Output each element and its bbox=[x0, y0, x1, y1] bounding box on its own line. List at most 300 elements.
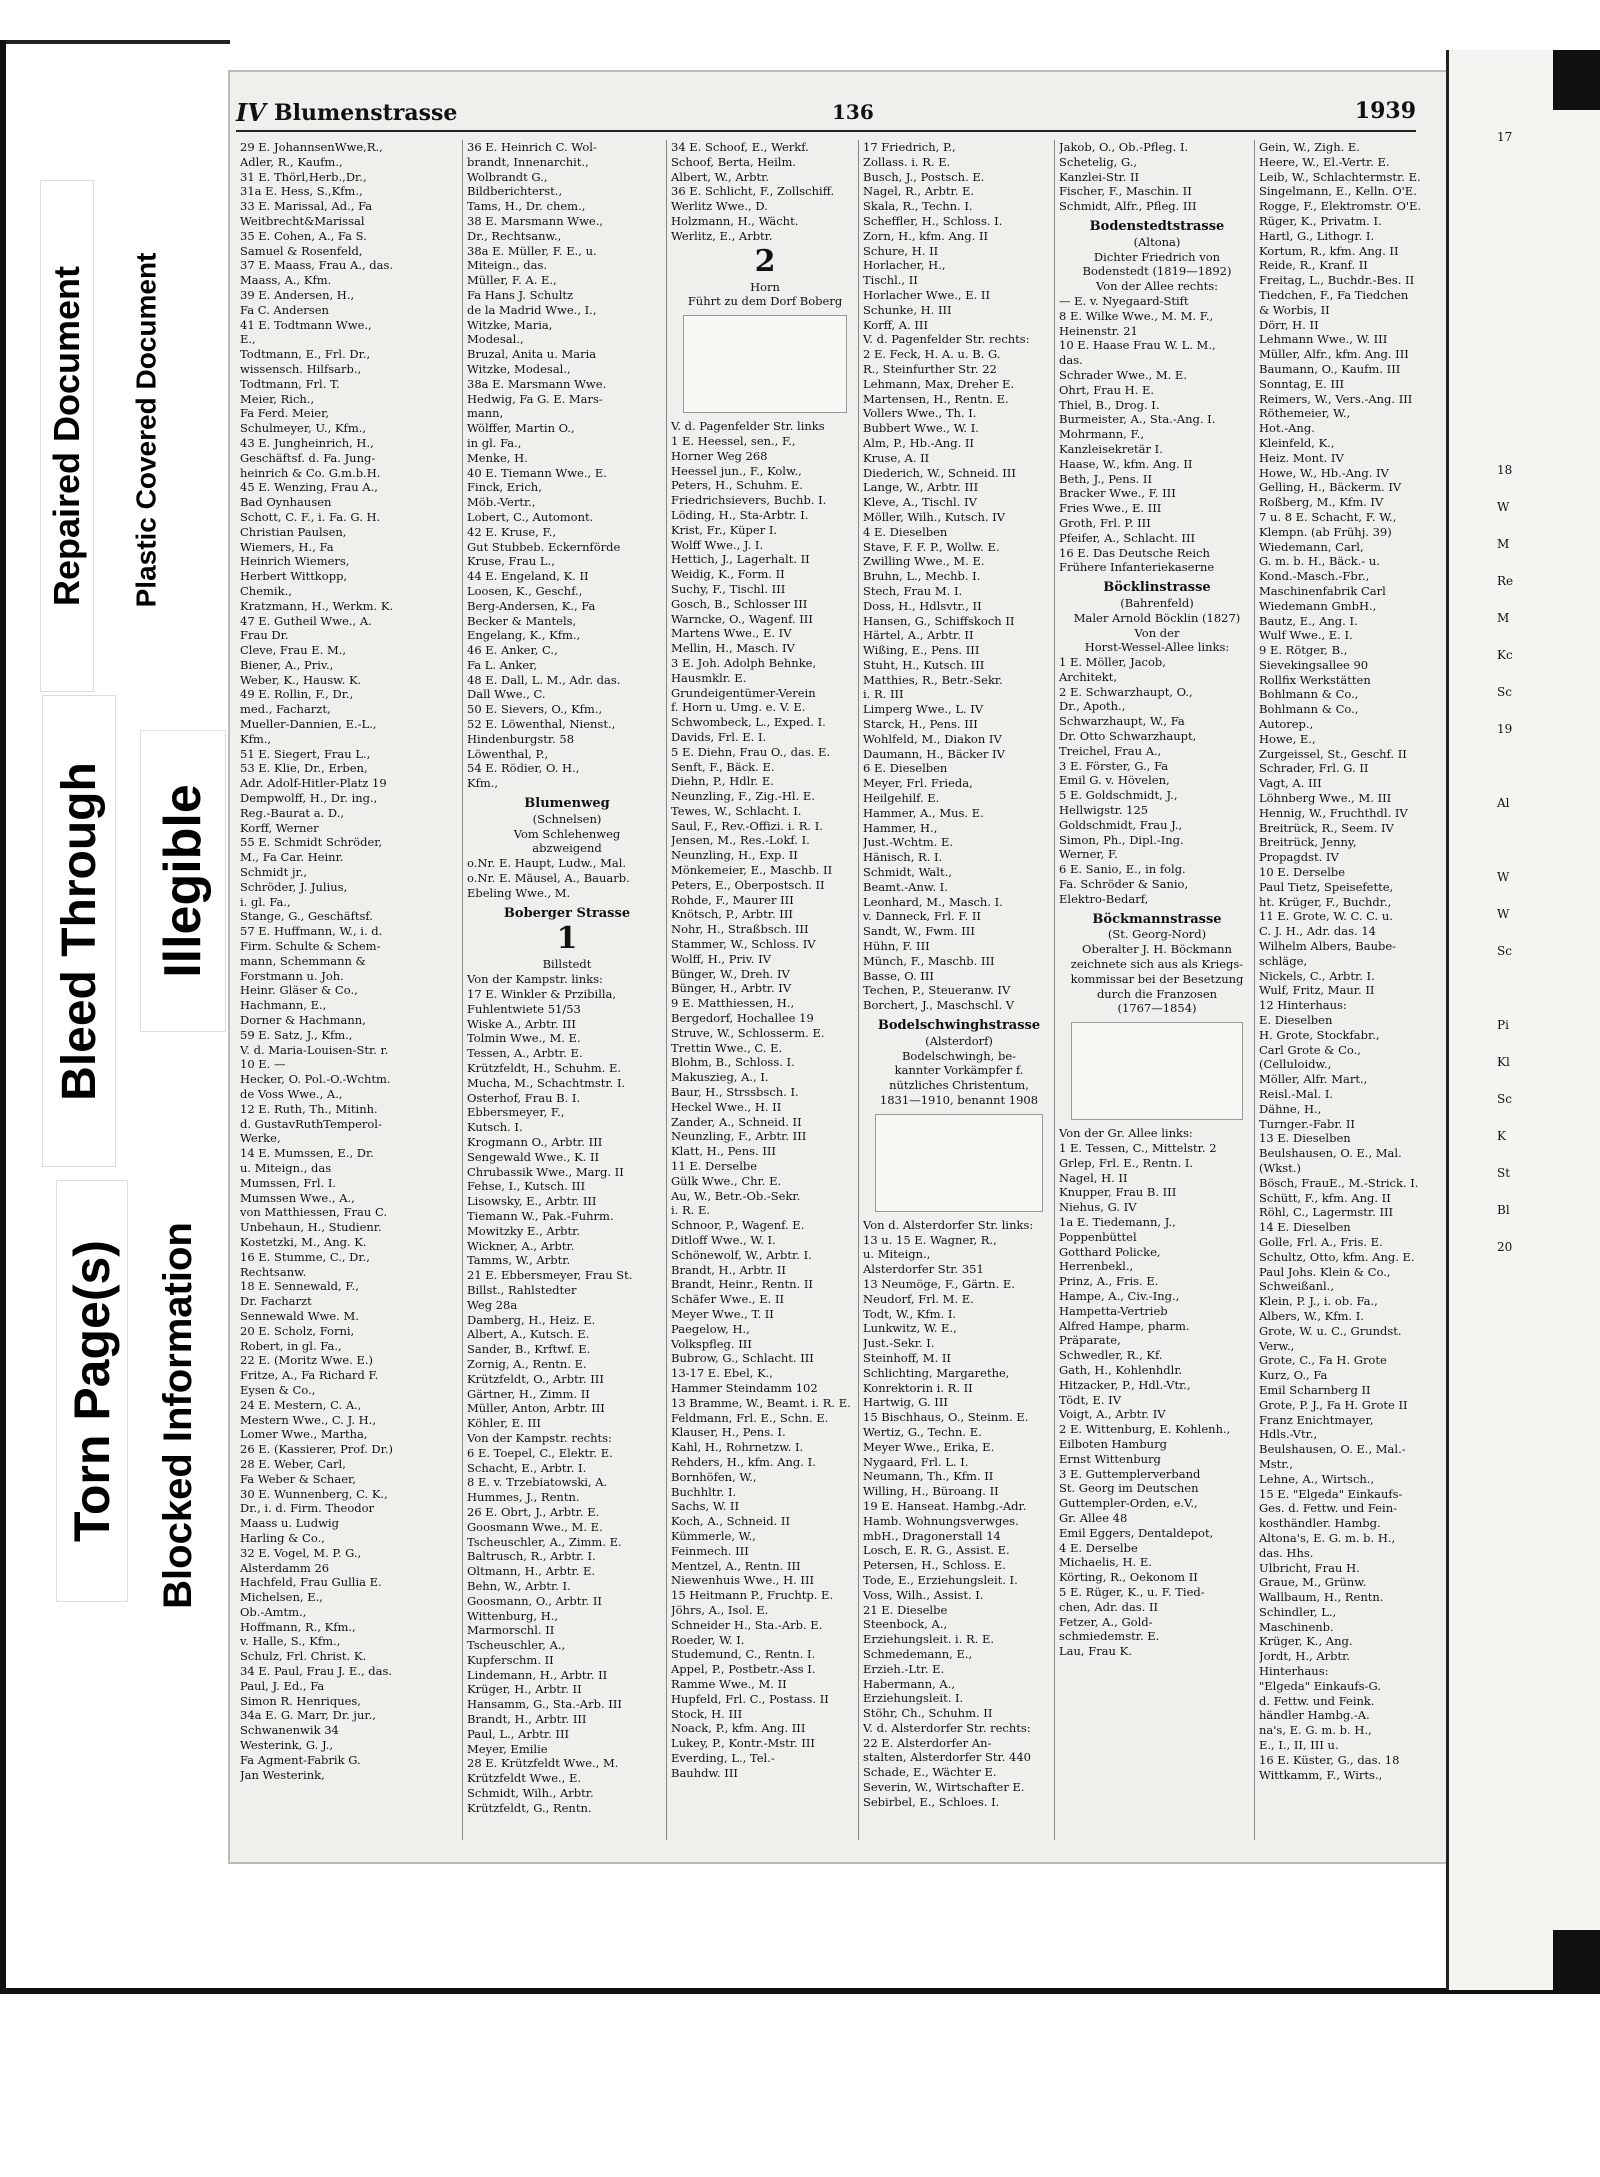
directory-entry: Niewenhuis Wwe., H. III bbox=[671, 1573, 815, 1588]
directory-entry: C. J. H., Adr. das. 14 bbox=[1259, 924, 1376, 939]
directory-entry: 5 E. Rüger, K., u. F. Tied- bbox=[1059, 1584, 1205, 1599]
directory-entry: Löwenthal, P., bbox=[467, 746, 549, 761]
directory-entry: Hoffmann, R., Kfm., bbox=[240, 1619, 356, 1634]
directory-entry: Meyer Wwe., T. II bbox=[671, 1306, 774, 1321]
directory-entry: 10 E. — bbox=[240, 1057, 286, 1072]
directory-entry: Ramme Wwe., M. II bbox=[671, 1676, 787, 1691]
adjacent-page-fragment: W bbox=[1497, 870, 1510, 884]
directory-entry: Wiedemann GmbH., bbox=[1259, 598, 1377, 613]
directory-entry: Möller, Wilh., Kutsch. IV bbox=[863, 509, 1006, 524]
directory-entry: Horlacher, H., bbox=[863, 258, 946, 273]
directory-entry: 20 E. Scholz, Forni, bbox=[240, 1323, 355, 1338]
directory-entry: Brandt, H., Arbtr. III bbox=[467, 1712, 587, 1727]
directory-entry: Hampetta-Vertrieb bbox=[1059, 1303, 1168, 1318]
directory-entry: Werke, bbox=[240, 1131, 281, 1146]
directory-entry: Jordt, H., Arbtr. bbox=[1259, 1649, 1350, 1664]
directory-entry: Heinrich Wiemers, bbox=[240, 554, 350, 569]
street-note: Maler Arnold Böcklin (1827) bbox=[1073, 610, 1241, 625]
directory-entry: Zurgeissel, St., Geschf. II bbox=[1259, 746, 1407, 761]
directory-entry: Hansen, G., Schiffskoch II bbox=[863, 613, 1015, 628]
directory-entry: Wiemers, H., Fa bbox=[240, 539, 334, 554]
directory-entry: Adr. Adolf-Hitler-Platz 19 bbox=[240, 776, 387, 791]
directory-entry: 15 Heitmann P., Fruchtp. E. bbox=[671, 1588, 834, 1603]
directory-entry: Jakob, O., Ob.-Pfleg. I. bbox=[1059, 140, 1189, 154]
directory-entry: Witzke, Maria, bbox=[467, 317, 553, 332]
directory-entry: Werlitz Wwe., D. bbox=[671, 199, 768, 214]
directory-entry: Krüger, H., Arbtr. II bbox=[467, 1682, 582, 1697]
directory-entry: Bruzal, Anita u. Maria bbox=[467, 347, 597, 362]
directory-entry: Tamms, W., Arbtr. bbox=[467, 1253, 571, 1268]
directory-entry: Feinmech. III bbox=[671, 1543, 749, 1558]
directory-entry: Grlep, Frl. E., Rentn. I. bbox=[1059, 1155, 1194, 1170]
directory-entry: 13 Bramme, W., Beamt. i. R. E. bbox=[671, 1395, 851, 1410]
directory-entry: Von d. Alsterdorfer Str. links: bbox=[863, 1217, 1034, 1232]
directory-entry: Maschinenfabrik Carl bbox=[1259, 583, 1386, 598]
directory-entry: Brandt, Heinr., Rentn. II bbox=[671, 1277, 813, 1292]
directory-entry: Wölffer, Martin O., bbox=[467, 421, 575, 436]
adjacent-page-fragment: W bbox=[1497, 907, 1510, 921]
directory-entry: Noack, P., kfm. Ang. III bbox=[671, 1721, 806, 1736]
directory-entry: Roeder, W. I. bbox=[671, 1632, 745, 1647]
directory-entry: Brandt, H., Arbtr. II bbox=[671, 1262, 786, 1277]
directory-entry: f. Horn u. Umg. e. V. E. bbox=[671, 700, 806, 715]
directory-entry: Tewes, W., Schlacht. I. bbox=[671, 803, 802, 818]
directory-entry: Stock, H. III bbox=[671, 1706, 743, 1721]
directory-entry: Nagel, H. II bbox=[1059, 1170, 1128, 1185]
directory-entry: de Voss Wwe., A., bbox=[240, 1087, 343, 1101]
directory-entry: Herbert Wittkopp, bbox=[240, 569, 348, 584]
directory-entry: Dähne, H., bbox=[1259, 1101, 1322, 1116]
directory-entry: Severin, W., Wirtschafter E. bbox=[863, 1780, 1025, 1795]
directory-entry: Erzieh.-Ltr. E. bbox=[863, 1661, 945, 1676]
directory-entry: 15 E. "Elgeda" Einkaufs- bbox=[1259, 1486, 1403, 1501]
street-note: (Bahrenfeld) bbox=[1120, 595, 1194, 610]
directory-entry: Wilhelm Albers, Baube- bbox=[1259, 939, 1397, 954]
adjacent-page-fragment: St bbox=[1497, 1166, 1511, 1180]
directory-entry: Bad Oynhausen bbox=[240, 495, 332, 510]
directory-entry: stalten, Alsterdorfer Str. 440 bbox=[863, 1750, 1032, 1765]
directory-entry: Friedrichsievers, Buchb. I. bbox=[671, 493, 827, 508]
directory-entry: 45 E. Wenzing, Frau A., bbox=[240, 480, 378, 495]
street-note: (Alsterdorf) bbox=[925, 1033, 993, 1048]
directory-entry: Freitag, L., Buchdr.-Bes. II bbox=[1259, 273, 1415, 288]
dark-corner-bottom bbox=[1553, 1930, 1600, 1990]
directory-entry: Frau Dr. bbox=[240, 628, 289, 643]
directory-entry: 16 E. Stumme, C., Dr., bbox=[240, 1249, 370, 1264]
directory-entry: Schultz, Otto, kfm. Ang. E. bbox=[1259, 1249, 1415, 1264]
directory-entry: 2 E. Wittenburg, E. Kohlenh., bbox=[1059, 1422, 1231, 1437]
directory-entry: 5 E. Diehn, Frau O., das. E. bbox=[671, 744, 831, 759]
directory-entry: Heckel Wwe., H. II bbox=[671, 1099, 782, 1114]
directory-entry: Bohlmann & Co., bbox=[1259, 687, 1359, 702]
directory-entry: Becker & Mantels, bbox=[467, 613, 577, 628]
directory-entry: Bösch, FrauE., M.-Strick. I. bbox=[1259, 1175, 1419, 1190]
directory-entry: M., Fa Car. Heinr. bbox=[240, 850, 344, 865]
directory-entry: Krogmann O., Arbtr. III bbox=[467, 1135, 603, 1149]
directory-entry: na's, E. G. m. b. H., bbox=[1259, 1723, 1372, 1738]
directory-entry: Breitrück, Jenny, bbox=[1259, 835, 1357, 850]
directory-entry: Knupper, Frau B. III bbox=[1059, 1185, 1177, 1200]
directory-entry: Hänisch, R. I. bbox=[863, 850, 943, 865]
directory-entry: Kanzlei-Str. II bbox=[1059, 169, 1140, 184]
directory-entry: Groth, Frl. P. III bbox=[1059, 515, 1151, 530]
directory-entry: Bautz, E., Ang. I. bbox=[1259, 613, 1358, 628]
directory-entry: Koch, A., Schneid. II bbox=[671, 1514, 791, 1529]
directory-entry: Reisl.-Mal. I. bbox=[1259, 1087, 1334, 1101]
directory-entry: Reimers, W., Vers.-Ang. III bbox=[1259, 391, 1413, 406]
directory-entry: Gärtner, H., Zimm. II bbox=[467, 1386, 590, 1401]
directory-entry: Reide, R., Kranf. II bbox=[1259, 258, 1368, 273]
directory-entry: Niehus, G. IV bbox=[1059, 1200, 1137, 1215]
directory-entry: Wertiz, G., Techn. E. bbox=[863, 1424, 982, 1439]
directory-entry: Mumssen, Frl. I. bbox=[240, 1175, 337, 1190]
directory-entry: Röhl, C., Lagermstr. III bbox=[1259, 1205, 1394, 1220]
directory-entry: Unbehaun, H., Studienr. bbox=[240, 1220, 382, 1235]
directory-entry: Hamb. Wohnungsverwges. bbox=[863, 1513, 1019, 1528]
directory-entry: Hedwig, Fa G. E. Mars- bbox=[467, 391, 603, 406]
directory-entry: Fischer, F., Maschin. II bbox=[1059, 184, 1192, 199]
directory-entry: V. d. Pagenfelder Str. links bbox=[671, 419, 825, 434]
scan-frame-top bbox=[0, 40, 230, 44]
directory-entry: Howe, E., bbox=[1259, 731, 1316, 746]
directory-entry: Westerink, G. J., bbox=[240, 1738, 333, 1753]
directory-entry: Beth, J., Pens. II bbox=[1059, 471, 1153, 486]
directory-entry: 2 E. Feck, H. A. u. B. G. bbox=[863, 347, 1001, 362]
directory-entry: Dr. Facharzt bbox=[240, 1294, 312, 1309]
directory-entry: Schade, E., Wächter E. bbox=[863, 1765, 997, 1780]
directory-entry: Todt, W., Kfm. I. bbox=[863, 1306, 957, 1321]
directory-entry: Willing, H., Büroang. II bbox=[863, 1484, 999, 1499]
street-sketch-map bbox=[1071, 1022, 1243, 1120]
directory-entry: Loosen, K., Geschf., bbox=[467, 583, 583, 598]
directory-entry: Propagdst. IV bbox=[1259, 850, 1339, 865]
directory-entry: Stammer, W., Schloss. IV bbox=[671, 937, 816, 952]
column-2 bbox=[462, 140, 667, 1840]
adjacent-page-fragment: W bbox=[1497, 500, 1510, 514]
directory-entry: Nickels, C., Arbtr. I. bbox=[1259, 968, 1375, 983]
directory-entry: 55 E. Schmidt Schröder, bbox=[240, 835, 383, 850]
street-note: Von der Allee rechts: bbox=[1095, 279, 1219, 294]
directory-entry: Werlitz, E., Arbtr. bbox=[671, 228, 773, 243]
directory-entry: Forstmann u. Joh. bbox=[240, 968, 344, 983]
directory-entry: 54 E. Rödier, O. H., bbox=[467, 761, 580, 776]
directory-entry: 19 E. Hanseat. Hambg.-Adr. bbox=[863, 1498, 1027, 1513]
directory-entry: Hdls.-Vtr., bbox=[1259, 1427, 1318, 1442]
column-3 bbox=[666, 140, 859, 1840]
tag-illegible: Illegible bbox=[140, 730, 226, 1032]
directory-entry: Lukey, P., Kontr.-Mstr. III bbox=[671, 1736, 815, 1751]
directory-entry: Fa Hans J. Schultz bbox=[467, 287, 574, 302]
directory-entry: Steenbock, A., bbox=[863, 1617, 948, 1632]
directory-entry: "Elgeda" Einkaufs-G. bbox=[1259, 1678, 1381, 1693]
directory-entry: Herrenbekl., bbox=[1059, 1259, 1134, 1274]
directory-entry: Tischl., II bbox=[863, 273, 918, 288]
directory-entry: Scheffler, H., Schloss. I. bbox=[863, 213, 1003, 228]
directory-entry: Wulf Wwe., E. I. bbox=[1259, 628, 1353, 643]
directory-entry: 48 E. Dall, L. M., Adr. das. bbox=[467, 672, 621, 687]
directory-entry: Voss, Wilh., Assist. I. bbox=[863, 1587, 984, 1602]
directory-entry: Trettin Wwe., C. E. bbox=[671, 1040, 783, 1055]
directory-entry: Beulshausen, O. E., Mal. bbox=[1259, 1146, 1402, 1161]
directory-entry: i. R. E. bbox=[671, 1203, 711, 1218]
page-header bbox=[236, 98, 1416, 128]
directory-entry: Maass u. Ludwig bbox=[240, 1516, 339, 1531]
directory-entry: Stöhr, Ch., Schuhm. II bbox=[863, 1706, 993, 1721]
directory-entry: Hammer, H., bbox=[863, 820, 938, 835]
directory-entry: Müller, Anton, Arbtr. III bbox=[467, 1401, 605, 1416]
directory-entry: Dr., Rechtsanw., bbox=[467, 228, 562, 243]
directory-entry: Harling & Co., bbox=[240, 1530, 325, 1545]
directory-entry: Alm, P., Hb.-Ang. II bbox=[863, 435, 974, 450]
directory-entry: Baumann, O., Kaufm. III bbox=[1259, 361, 1401, 376]
directory-entry: Appel, P., Postbetr.-Ass I. bbox=[671, 1662, 816, 1677]
directory-entry: Schure, H. II bbox=[863, 243, 939, 258]
directory-entry: Fetzer, A., Gold- bbox=[1059, 1614, 1153, 1629]
tag-plastic-covered-document: Plastic Covered Document bbox=[126, 190, 166, 670]
directory-entry: 41 E. Todtmann Wwe., bbox=[240, 317, 372, 332]
directory-entry: Hettich, J., Lagerhalt. II bbox=[671, 552, 810, 567]
directory-entry: Meyer, Frl. Frieda, bbox=[863, 776, 973, 791]
adjacent-page-fragment: Kc bbox=[1497, 648, 1513, 662]
directory-entry: Marmorschl. II bbox=[467, 1623, 555, 1638]
directory-entry: Bubbert Wwe., W. I. bbox=[863, 421, 979, 436]
column-1 bbox=[240, 140, 458, 1840]
directory-entry: das. Hhs. bbox=[1259, 1545, 1314, 1560]
directory-entry: Kutsch. I. bbox=[467, 1120, 523, 1135]
directory-entry: Hennig, W., Fruchthdl. IV bbox=[1259, 805, 1408, 820]
directory-entry: Christian Paulsen, bbox=[240, 524, 347, 539]
directory-entry: Fa Agment-Fabrik G. bbox=[240, 1752, 361, 1767]
directory-entry: Samuel & Rosenfeld, bbox=[240, 243, 363, 258]
directory-entry: Schwarzhaupt, W., Fa bbox=[1059, 714, 1185, 729]
directory-entry: Fehse, I., Kutsch. III bbox=[467, 1179, 586, 1194]
directory-entry: Tiemann W., Pak.-Fuhrm. bbox=[467, 1208, 614, 1223]
directory-entry: Neumann, Th., Kfm. II bbox=[863, 1469, 994, 1484]
directory-entry: Schetelig, G., bbox=[1059, 154, 1138, 169]
directory-entry: Pfeifer, A., Schlacht. III bbox=[1059, 530, 1196, 545]
directory-entry: Löhnberg Wwe., M. III bbox=[1259, 791, 1392, 806]
directory-entry: Sengewald Wwe., K. II bbox=[467, 1149, 600, 1164]
directory-entry: Diehn, P., Hdlr. E. bbox=[671, 774, 774, 789]
directory-entry: Burmeister, A., Sta.-Ang. I. bbox=[1059, 412, 1216, 427]
directory-entry: 13 u. 15 E. Wagner, R., bbox=[863, 1232, 997, 1247]
directory-entry: Paul Johs. Klein & Co., bbox=[1259, 1264, 1391, 1279]
directory-entry: Horner Weg 268 bbox=[671, 448, 768, 463]
directory-entry: Emil Scharnberg II bbox=[1259, 1382, 1371, 1397]
directory-entry: Fa. Schröder & Sanio, bbox=[1059, 877, 1189, 892]
directory-entry: Autorep., bbox=[1259, 717, 1314, 732]
directory-entry: Kratzmann, H., Werkm. K. bbox=[240, 598, 394, 613]
directory-entry: Habermann, A., bbox=[863, 1676, 956, 1691]
directory-entry: Doss, H., Hdlsvtr., II bbox=[863, 598, 982, 613]
directory-entry: Schott, C. F., i. Fa. G. H. bbox=[240, 509, 381, 524]
directory-entry: Schmedemann, E., bbox=[863, 1646, 973, 1661]
directory-entry: Struve, W., Schlosserm. E. bbox=[671, 1025, 825, 1040]
street-heading: Böckmannstrasse bbox=[1092, 911, 1222, 927]
directory-entry: Lange, W., Arbtr. III bbox=[863, 480, 979, 495]
adjacent-page-fragment: Sc bbox=[1497, 944, 1512, 958]
directory-entry: G. m. b. H., Bäck.- u. bbox=[1259, 554, 1380, 569]
directory-entry: Miteign., das. bbox=[467, 258, 548, 273]
adjacent-page-fragment: Pi bbox=[1497, 1018, 1509, 1032]
directory-entry: Schindler, L., bbox=[1259, 1604, 1337, 1619]
directory-entry: Just.-Sekr. I. bbox=[863, 1336, 935, 1351]
directory-entry: 38 E. Marsmann Wwe., bbox=[467, 213, 604, 228]
directory-entry: Tessen, A., Arbtr. E. bbox=[467, 1046, 583, 1061]
directory-entry: 16 E. Küster, G., das. 18 bbox=[1259, 1752, 1400, 1767]
directory-entry: Lunkwitz, W. E., bbox=[863, 1321, 957, 1336]
street-sketch-map bbox=[875, 1114, 1043, 1212]
adjacent-page-fragment: M bbox=[1497, 611, 1510, 625]
section-numeral: IV bbox=[236, 98, 266, 127]
directory-entry: i. R. III bbox=[863, 687, 904, 702]
directory-entry: 47 E. Gutheil Wwe., A. bbox=[240, 613, 372, 628]
page-number: 136 bbox=[832, 100, 874, 124]
directory-entry: 18 E. Sennewald, F., bbox=[240, 1279, 359, 1294]
directory-entry: Kostetzki, M., Ang. K. bbox=[240, 1234, 367, 1249]
directory-entry: Senft, F., Bäck. E. bbox=[671, 759, 775, 774]
directory-entry: 14 E. Dieselben bbox=[1259, 1220, 1351, 1235]
street-note: Von der bbox=[1134, 625, 1180, 640]
directory-entry: Poppenbüttel bbox=[1059, 1229, 1137, 1244]
district-number: 1 bbox=[556, 921, 578, 957]
adjacent-page-fragment: 19 bbox=[1497, 722, 1513, 736]
directory-entry: Heilgehilf. E. bbox=[863, 791, 940, 806]
directory-entry: Ditloff Wwe., W. I. bbox=[671, 1233, 776, 1247]
directory-entry: Sachs, W. II bbox=[671, 1499, 740, 1514]
directory-entry: Schmidt, Walt., bbox=[863, 865, 952, 880]
directory-entry: Techen, P., Steueranw. IV bbox=[863, 983, 1011, 998]
column-4 bbox=[858, 140, 1055, 1840]
adjacent-page-fragment: Sc bbox=[1497, 685, 1512, 699]
directory-entry: Tams, H., Dr. chem., bbox=[467, 199, 586, 214]
directory-entry: Altona's, E. G. m. b. H., bbox=[1259, 1530, 1396, 1545]
street-note: Dichter Friedrich von bbox=[1093, 249, 1221, 264]
directory-entry: Grundeigentümer-Verein bbox=[671, 685, 816, 700]
street-note: kannter Vorkämpfer f. bbox=[894, 1063, 1024, 1078]
directory-entry: 17 Friedrich, P., bbox=[863, 140, 956, 154]
directory-entry: 28 E. Krützfeldt Wwe., M. bbox=[467, 1756, 619, 1771]
street-note: durch die Franzosen bbox=[1096, 986, 1218, 1001]
directory-entry: Alsterdamm 26 bbox=[240, 1560, 330, 1575]
street-note: Billstedt bbox=[542, 957, 592, 972]
directory-entry: Kruse, Frau L., bbox=[467, 554, 555, 569]
directory-entry: Von der Gr. Allee links: bbox=[1059, 1126, 1193, 1141]
directory-entry: Rechtsanw. bbox=[240, 1264, 307, 1279]
directory-entry: Limperg Wwe., L. IV bbox=[863, 702, 984, 717]
directory-entry: Zollass. i. R. E. bbox=[863, 154, 951, 169]
directory-entry: Saul, F., Rev.-Offizi. i. R. I. bbox=[671, 818, 823, 833]
directory-entry: Grote, P. J., Fa H. Grote II bbox=[1259, 1397, 1408, 1412]
directory-entry: Sonntag, E. III bbox=[1259, 376, 1345, 391]
directory-entry: Biener, A., Priv., bbox=[240, 657, 334, 672]
directory-entry: Albers, W., Kfm. I. bbox=[1259, 1308, 1364, 1323]
directory-entry: Wiedemann, Carl, bbox=[1259, 539, 1364, 554]
directory-entry: Menke, H. bbox=[467, 450, 528, 465]
tag-repaired-document: Repaired Document bbox=[40, 180, 94, 692]
directory-entry: 28 E. Weber, Carl, bbox=[240, 1456, 346, 1471]
street-note: (Schnelsen) bbox=[532, 811, 602, 826]
directory-entry: mbH., Dragonerstall 14 bbox=[863, 1528, 1001, 1543]
directory-entry: Breitrück, R., Seem. IV bbox=[1259, 820, 1394, 835]
directory-entry: Lehmann, Max, Dreher E. bbox=[863, 376, 1015, 391]
header-rule bbox=[236, 130, 1416, 132]
directory-entry: heinrich & Co. G.m.b.H. bbox=[240, 465, 381, 480]
directory-entry: 3 E. Guttemplerverband bbox=[1059, 1466, 1201, 1481]
directory-entry: Starck, H., Pens. III bbox=[863, 717, 978, 732]
directory-entry: Emil Eggers, Dentaldepot, bbox=[1059, 1525, 1214, 1540]
directory-entry: o.Nr. E. Mäusel, A., Bauarb. bbox=[467, 871, 630, 886]
directory-entry: Holzmann, H., Wächt. bbox=[671, 213, 799, 228]
directory-entry: Heere, W., El.-Vertr. E. bbox=[1259, 154, 1390, 169]
directory-entry: 39 E. Andersen, H., bbox=[240, 287, 355, 302]
directory-entry: Von der Kampstr. links: bbox=[467, 972, 603, 987]
directory-entry: Dörr, H. II bbox=[1259, 317, 1319, 332]
directory-entry: Meyer, Emilie bbox=[467, 1741, 548, 1756]
directory-entry: Schäfer Wwe., E. II bbox=[671, 1292, 785, 1307]
directory-entry: — E. v. Nyegaard-Stift bbox=[1059, 293, 1189, 308]
directory-entry: Wittkamm, F., Wirts., bbox=[1259, 1767, 1383, 1782]
directory-entry: 5 E. Goldschmidt, J., bbox=[1059, 788, 1178, 803]
directory-entry: Blohm, B., Schloss. I. bbox=[671, 1055, 795, 1070]
directory-entry: Heinenstr. 21 bbox=[1059, 323, 1138, 338]
year: 1939 bbox=[1354, 98, 1416, 124]
directory-entry: Hellwigstr. 125 bbox=[1059, 803, 1149, 818]
street-note: (St. Georg-Nord) bbox=[1107, 927, 1207, 942]
directory-entry: Hampe, A., Civ.-Ing., bbox=[1059, 1288, 1180, 1303]
directory-entry: Ulbricht, Frau H. bbox=[1259, 1560, 1360, 1575]
directory-entry: Bildberichterst., bbox=[467, 184, 563, 199]
directory-entry: V. d. Alsterdorfer Str. rechts: bbox=[863, 1720, 1031, 1735]
directory-entry: Everding, L., Tel.- bbox=[671, 1750, 775, 1765]
district-number: 2 bbox=[754, 243, 776, 279]
directory-entry: Matthies, R., Betr.-Sekr. bbox=[863, 672, 1003, 687]
directory-entry: Tiedchen, F., Fa Tiedchen bbox=[1259, 287, 1409, 302]
directory-entry: Kruse, A. II bbox=[863, 450, 930, 465]
directory-entry: mann, Schemmann & bbox=[240, 953, 366, 968]
column-6 bbox=[1254, 140, 1439, 1840]
directory-entry: Bünger, W., Dreh. IV bbox=[671, 966, 790, 981]
directory-entry: Michelsen, E., bbox=[240, 1590, 323, 1605]
directory-entry: Köhler, E. III bbox=[467, 1416, 541, 1431]
directory-entry: Schwanenwik 34 bbox=[240, 1723, 339, 1738]
adjacent-page-fragment: Kl bbox=[1497, 1055, 1510, 1069]
directory-entry: 49 E. Rollin, F., Dr., bbox=[240, 687, 354, 702]
directory-entry: Hammer Steindamm 102 bbox=[671, 1380, 818, 1395]
directory-entry: o.Nr. E. Haupt, Ludw., Mal. bbox=[467, 856, 627, 871]
directory-entry: Gelling, H., Bäckerm. IV bbox=[1259, 480, 1402, 495]
directory-entry: Müller, F. A. E., bbox=[467, 273, 557, 288]
directory-entry: Baur, H., Strssbsch. I. bbox=[671, 1085, 799, 1100]
directory-entry: Mstr., bbox=[1259, 1456, 1293, 1471]
directory-entry: 2 E. Schwarzhaupt, O., bbox=[1059, 684, 1193, 699]
directory-entry: Behn, W., Arbtr. I. bbox=[467, 1578, 571, 1593]
directory-entry: Albert, A., Kutsch. E. bbox=[467, 1327, 590, 1342]
directory-entry: 13 E. Dieselben bbox=[1259, 1131, 1351, 1146]
street-heading: Boberger Strasse bbox=[503, 905, 631, 921]
directory-entry: Suchy, F., Tischl. III bbox=[671, 581, 786, 596]
directory-entry: 13 Neumöge, F., Gärtn. E. bbox=[863, 1276, 1015, 1291]
directory-entry: Schulmeyer, U., Kfm., bbox=[240, 421, 367, 436]
directory-entry: Klatt, H., Pens. III bbox=[671, 1144, 776, 1159]
directory-entry: Fa C. Andersen bbox=[240, 302, 329, 317]
directory-entry: Paul Tietz, Speisefette, bbox=[1259, 879, 1394, 894]
directory-entry: (Wkst.) bbox=[1259, 1160, 1301, 1175]
directory-entry: Tscheuschler, A., Zimm. E. bbox=[467, 1534, 622, 1549]
adjacent-page-fragment: Sc bbox=[1497, 1092, 1512, 1106]
directory-entry: Beamt.-Anw. I. bbox=[863, 879, 948, 894]
directory-entry: Sander, B., Krftwf. E. bbox=[467, 1342, 591, 1357]
